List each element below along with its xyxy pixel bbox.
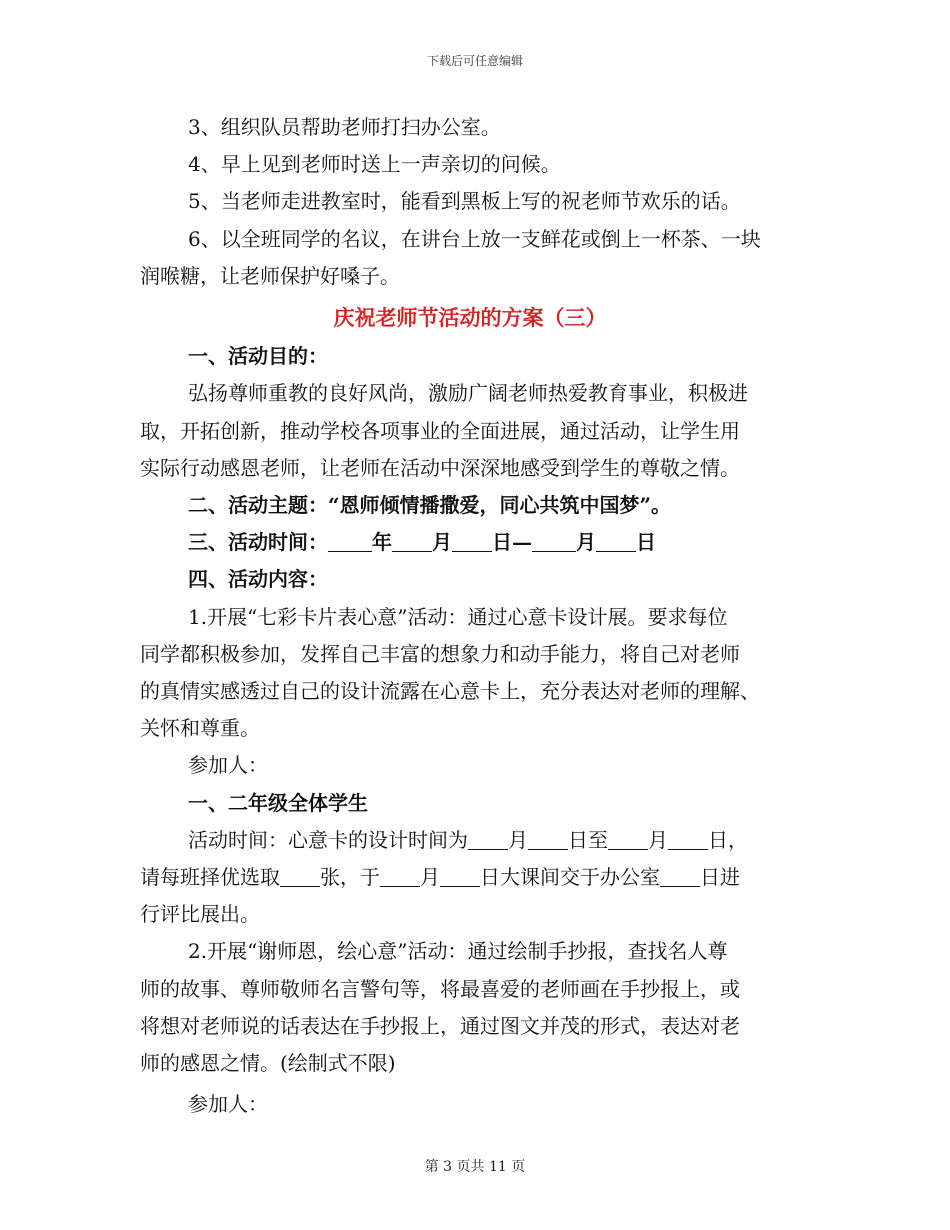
- blank: [660, 866, 700, 887]
- purpose-heading: 一、活动目的：: [188, 344, 328, 369]
- item1-participants-label: 参加人：: [188, 753, 268, 778]
- item2-line-2: 师的故事、尊师敬师名言警句等，将最喜爱的老师画在手抄报上，或: [140, 976, 740, 1001]
- item2-participants-label: 参加人：: [188, 1092, 268, 1117]
- item1-line-3: 的真情实感透过自己的设计流露在心意卡上，充分表达对老师的理解、: [140, 679, 760, 704]
- purpose-line-1: 弘扬尊师重教的良好风尚，激励广阔老师热爱教育事业，积极进: [188, 381, 748, 406]
- blank: [440, 866, 480, 887]
- blank: [528, 829, 568, 850]
- time-month: 月: [432, 530, 452, 555]
- item1-line-1: 1.开展“七彩卡片表心意”活动：通过心意卡设计展。要求每位: [188, 604, 728, 629]
- page-header: 下载后可任意编辑: [426, 54, 523, 68]
- item1-schedule-line-3: 行评比展出。: [140, 902, 260, 927]
- section-title: 庆祝老师节活动的方案（三）: [333, 305, 607, 331]
- item1-participants: 一、二年级全体学生: [188, 790, 368, 815]
- time-label: 三、活动时间：: [188, 530, 328, 555]
- blank: [468, 829, 508, 850]
- blank: [608, 829, 648, 850]
- purpose-line-3: 实际行动感恩老师，让老师在活动中深深地感受到学生的尊敬之情。: [140, 455, 740, 480]
- item1-line-2: 同学都积极参加，发挥自己丰富的想象力和动手能力，将自己对老师: [140, 641, 740, 666]
- blank-month: [392, 531, 432, 552]
- content-heading: 四、活动内容：: [188, 567, 328, 592]
- document-body: [140, 109, 800, 1123]
- time-line: [140, 524, 800, 561]
- prev-item-6: 6、以全班同学的名议，在讲台上放一支鲜花或倒上一杯茶、一块: [188, 226, 761, 251]
- prev-item-6-cont: 润喉糖，让老师保护好嗓子。: [140, 263, 400, 288]
- item1-schedule-line-2: 请每班择优选取 张，于 月 日大课间交于办公室 日进: [140, 865, 740, 890]
- item2-line-1: 2.开展“谢师恩，绘心意”活动：通过绘制手抄报，查找名人尊: [188, 939, 728, 964]
- item2-line-4: 师的感恩之情。(绘制式不限): [140, 1051, 396, 1076]
- page-footer: 第 3 页共 11 页: [424, 1159, 526, 1175]
- blank: [380, 866, 420, 887]
- prev-item-5: 5、当老师走进教室时，能看到黑板上写的祝老师节欢乐的话。: [188, 189, 741, 214]
- item1-schedule-line-1: 活动时间：心意卡的设计时间为 月 日至 月 日，: [188, 827, 748, 852]
- blank-day: [452, 531, 492, 552]
- time-day2: 日: [636, 530, 656, 555]
- blank-day2: [596, 531, 636, 552]
- prev-item-3: 3、组织队员帮助老师打扫办公室。: [188, 115, 501, 139]
- time-year: 年: [372, 530, 392, 555]
- purpose-line-2: 取，开拓创新，推动学校各项事业的全面进展，通过活动，让学生用: [140, 418, 740, 443]
- time-month2: 月: [576, 530, 596, 555]
- theme-line: 二、活动主题：“恩师倾情播撒爱，同心共筑中国梦”。: [188, 493, 672, 518]
- prev-item-4: 4、早上见到老师时送上一声亲切的问候。: [188, 152, 561, 177]
- time-day: 日—: [492, 530, 532, 555]
- blank: [668, 829, 708, 850]
- blank-month2: [532, 531, 576, 552]
- blank-year: [328, 531, 372, 552]
- item2-line-3: 将想对老师说的话表达在手抄报上，通过图文并茂的形式，表达对老: [140, 1013, 740, 1038]
- item1-line-4: 关怀和尊重。: [140, 716, 260, 741]
- blank: [280, 866, 320, 887]
